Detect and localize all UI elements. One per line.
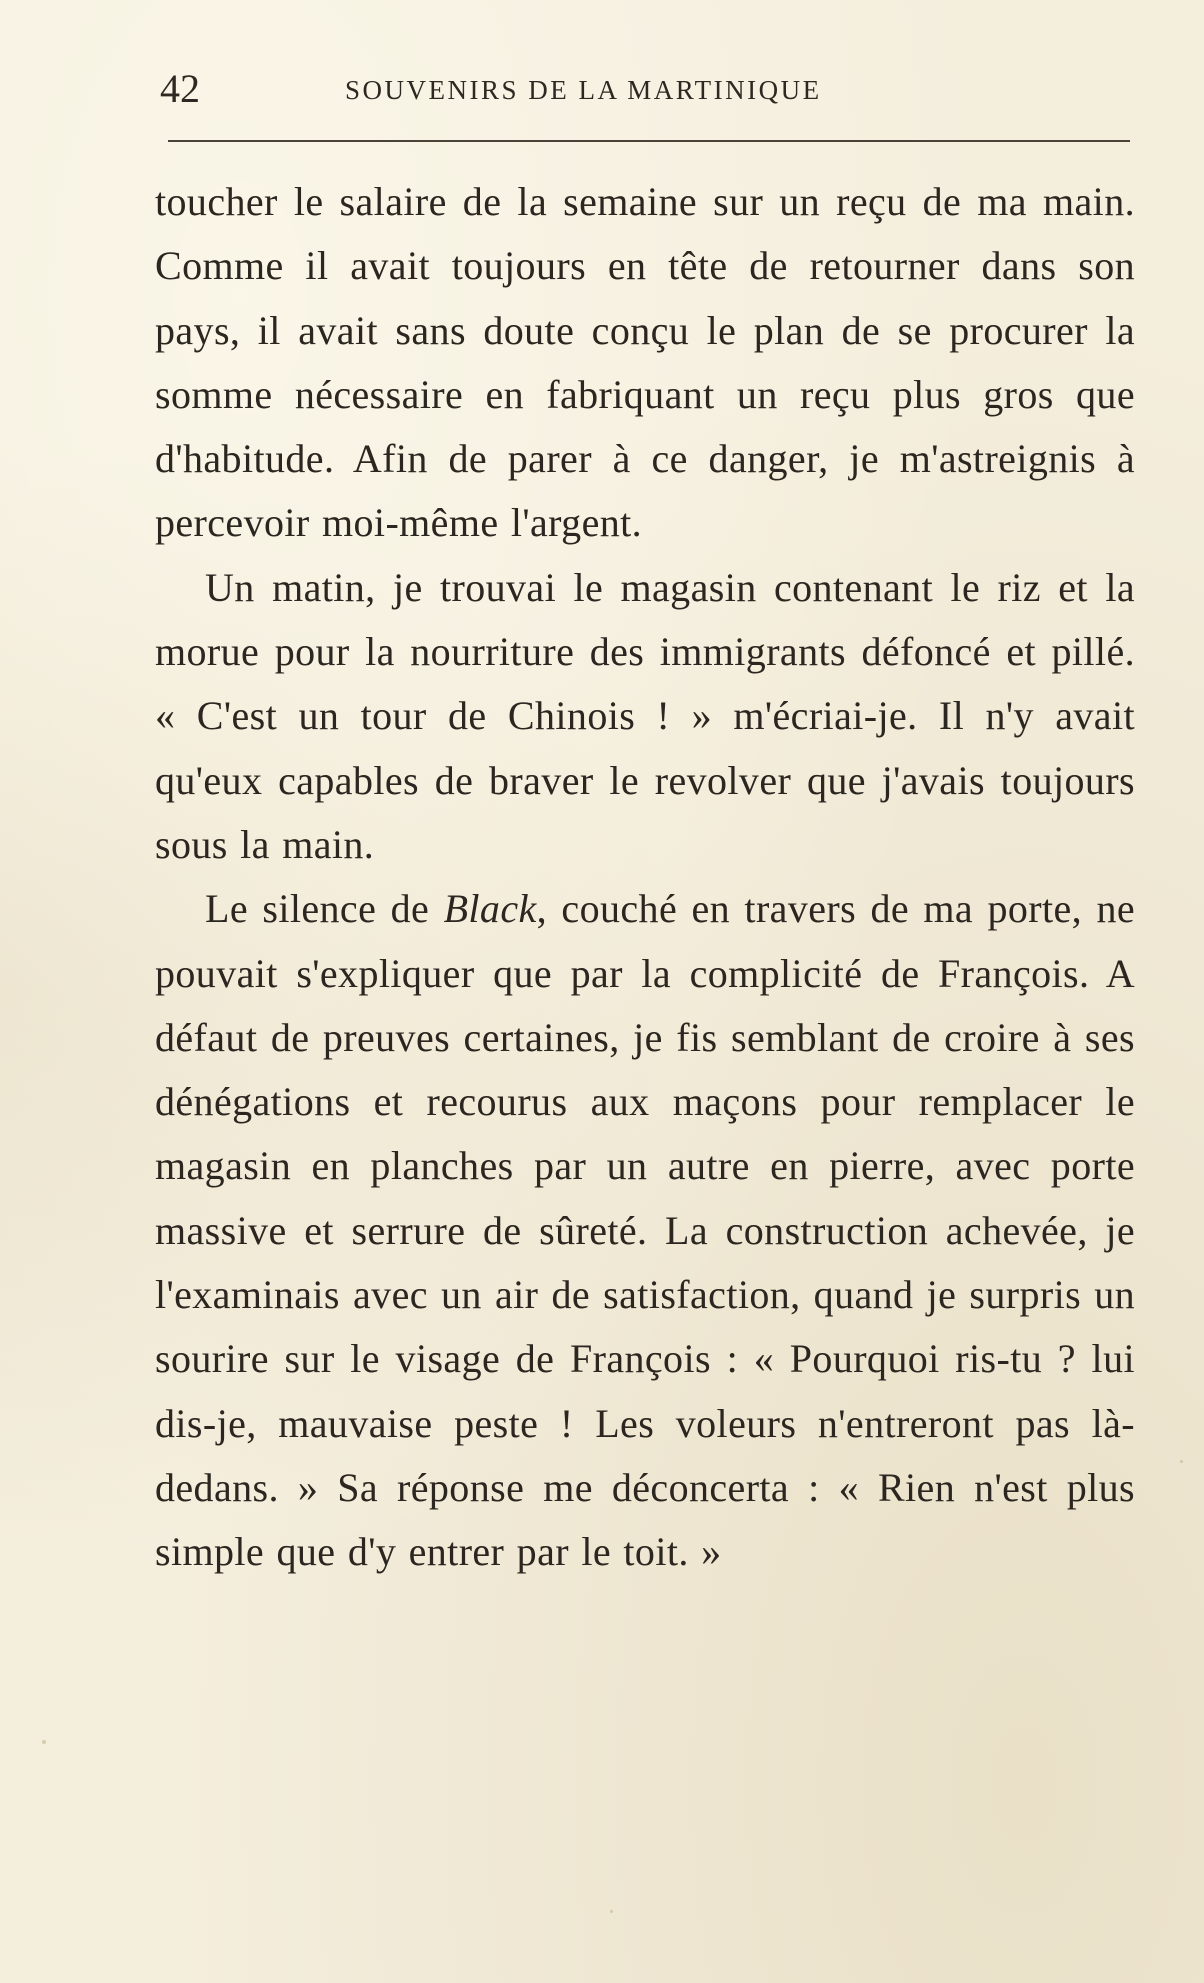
body-text xyxy=(155,170,1135,1585)
running-title: SOUVENIRS DE LA MARTINIQUE xyxy=(345,75,822,105)
paragraph-3-text-start: Le silence de xyxy=(205,886,444,932)
paragraph-1 xyxy=(155,170,1135,556)
paragraph-3-text-rest: , couché en travers de ma porte, ne pouvait s'expliquer que par la complicité de François. A défaut de preuves certaines, je fis semblant de croire à ses dénégations et recourus aux maçons pour remplacer le magasin en planches par un autre en pierre, avec porte massive et serrure de sûreté. La construction achevée, je l'examinais avec un air de satisfaction, quand je surpris un sourire sur le visage de François : « Pourquoi ris-tu ? lui dis-je, mauvaise peste ! Les voleurs n'entreront pas là-dedans. » Sa réponse me déconcerta : « Rien n'est plus simple que d'y entrer par le toit. » xyxy=(155,886,1135,1575)
paragraph-2 xyxy=(155,556,1135,877)
italic-name-black: Black xyxy=(443,886,537,932)
header-rule xyxy=(168,140,1130,142)
paper-speck xyxy=(42,1740,46,1744)
page-header xyxy=(160,64,1130,114)
paragraph-1-text: toucher le salaire de la semaine sur un reçu de ma main. Comme il avait toujours en tête de retourner dans son pays, il avait sans doute conçu le plan de se procurer la somme nécessaire en fabriquant un reçu plus gros que d'habitude. Afin de parer à ce danger, je m'astreignis à percevoir moi-même l'argent. xyxy=(155,179,1135,546)
paragraph-2-text: Un matin, je trouvai le magasin contenant le riz et la morue pour la nourriture des immigrants défoncé et pillé. « C'est un tour de Chinois ! » m'écriai-je. Il n'y avait qu'eux capables de braver le revolver que j'avais toujours sous la main. xyxy=(155,564,1135,867)
paragraph-3 xyxy=(155,877,1135,1584)
page-number: 42 xyxy=(160,66,200,111)
paper-speck xyxy=(1180,1460,1183,1463)
paper-speck xyxy=(610,1910,613,1913)
